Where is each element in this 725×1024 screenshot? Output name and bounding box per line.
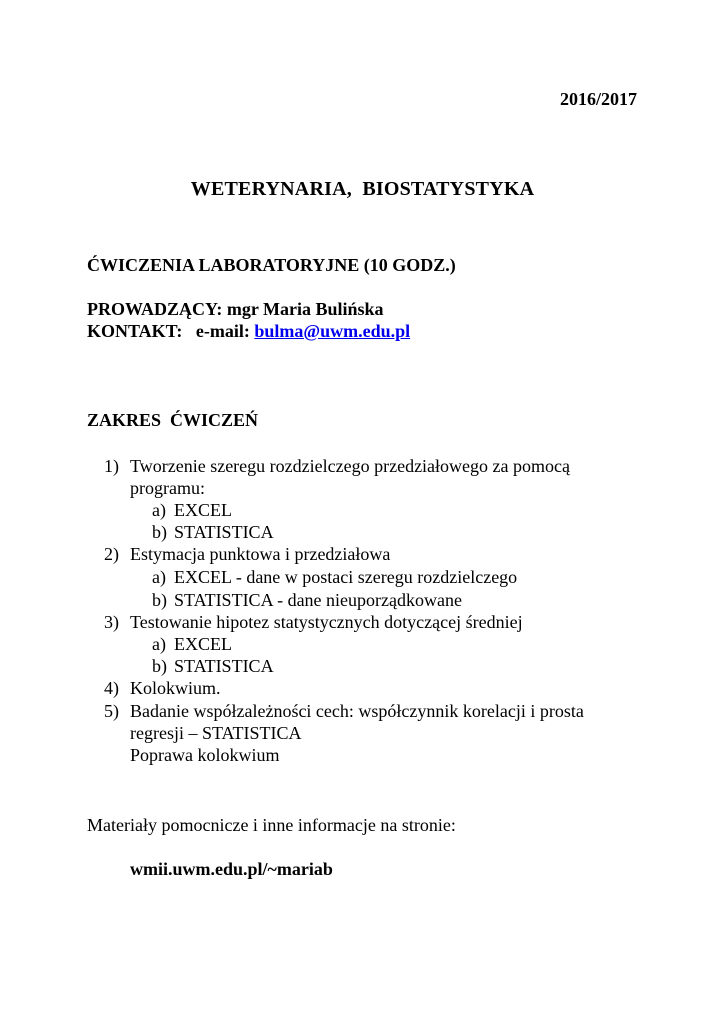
- sub-item-letter: b): [152, 590, 167, 610]
- instructor-name: mgr Maria Bulińska: [226, 299, 384, 319]
- list-item-number: 2): [104, 544, 119, 564]
- list-item-text: Estymacja punktowa i przedziałowa: [130, 544, 391, 564]
- sub-item-letter: b): [152, 522, 167, 542]
- sub-item-text: STATISTICA: [174, 522, 274, 542]
- list-item-text: Testowanie hipotez statystycznych dotyczącej średniej: [130, 612, 523, 632]
- page-title: WETERYNARIA, BIOSTATYSTYKA: [190, 178, 535, 200]
- email-link[interactable]: bulma@uwm.edu.pl: [254, 321, 411, 341]
- sub-item-text: EXCEL: [174, 634, 232, 654]
- sub-item-text: EXCEL: [174, 500, 232, 520]
- sub-item-letter: a): [152, 634, 166, 654]
- year: 2016/2017: [559, 89, 637, 109]
- list-item-text: Kolokwium.: [130, 678, 221, 698]
- list-item-text: Tworzenie szeregu rozdzielczego przedziałowego za pomocą: [130, 456, 570, 476]
- website-text: wmii.uwm.edu.pl/~mariab: [130, 859, 333, 879]
- sub-item-text: STATISTICA - dane nieuporządkowane: [174, 590, 462, 610]
- list-item-text: Poprawa kolokwium: [130, 745, 280, 765]
- instructor-label: PROWADZĄCY:: [87, 299, 223, 319]
- instructor-line: [87, 298, 384, 320]
- list-item-number: 5): [104, 701, 119, 721]
- list-item-text: Badanie współzależności cech: współczynnik korelacji i prosta: [130, 701, 584, 721]
- contact-label: KONTAKT:: [87, 321, 183, 341]
- info-text: Materiały pomocnicze i inne informacje na stronie:: [87, 815, 456, 835]
- list-item-number: 4): [104, 678, 119, 698]
- sub-item-text: STATISTICA: [174, 656, 274, 676]
- course-type: ĆWICZENIA LABORATORYJNE (10 GODZ.): [87, 255, 456, 275]
- list-item-text: regresji – STATISTICA: [130, 723, 302, 743]
- email-label: e-mail:: [195, 321, 250, 341]
- list-item-number: 1): [104, 456, 119, 476]
- sub-item-letter: a): [152, 500, 166, 520]
- contact-line: [87, 320, 410, 342]
- sub-item-text: EXCEL - dane w postaci szeregu rozdzielczego: [174, 567, 518, 587]
- list-item-number: 3): [104, 612, 119, 632]
- sub-item-letter: b): [152, 656, 167, 676]
- sub-item-letter: a): [152, 567, 166, 587]
- list-item-text: programu:: [130, 478, 205, 498]
- scope-heading: ZAKRES ĆWICZEŃ: [87, 410, 259, 430]
